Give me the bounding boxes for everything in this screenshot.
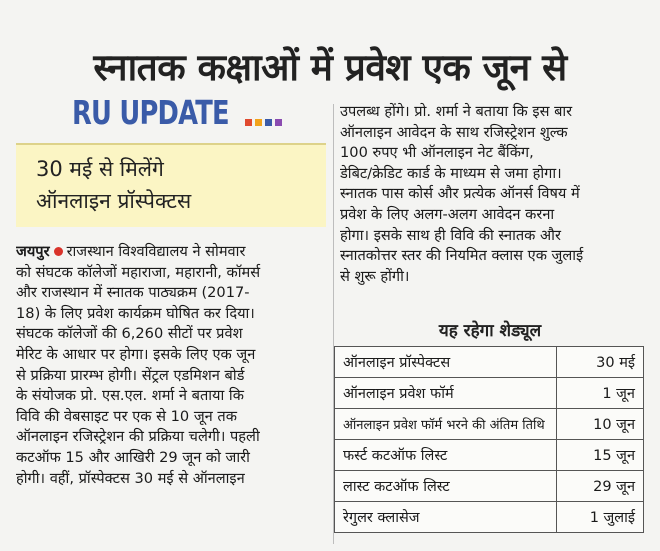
article-line: राजस्थान विश्वविद्यालय ने सोमवार bbox=[66, 243, 246, 260]
badge-dot bbox=[255, 119, 262, 126]
schedule-date: 29 जून bbox=[557, 471, 644, 502]
article-line: स्नातकोत्तर स्तर की नियमित क्लास एक जुलाई bbox=[340, 247, 584, 265]
schedule-event: ऑनलाइन प्रॉस्पेक्टस bbox=[335, 347, 557, 378]
subhead-line-1: 30 मई से मिलेंगे bbox=[36, 157, 164, 181]
article-line: कटऑफ 15 और आखिरी 29 जून को जारी bbox=[16, 448, 250, 466]
article-line: 18) के लिए प्रवेश कार्यक्रम घोषित कर दिया। bbox=[16, 304, 255, 322]
badge-dot bbox=[275, 119, 282, 126]
article-line: के संयोजक प्रो. एस.एल. शर्मा ने बताया कि bbox=[16, 387, 244, 405]
article-line: से प्रक्रिया प्रारम्भ होगी। सेंट्रल एडमिशन बोर्ड bbox=[16, 366, 245, 384]
schedule-table bbox=[334, 346, 644, 533]
table-row bbox=[335, 471, 644, 502]
article-line: उपलब्ध होंगे। प्रो. शर्मा ने बताया कि इस बार bbox=[340, 103, 573, 120]
article-line: को संघटक कॉलेजों महाराजा, महारानी, कॉमर्स bbox=[16, 263, 261, 281]
article-line: से शुरू होंगी। bbox=[340, 267, 410, 285]
table-row bbox=[335, 347, 644, 378]
article-line: होगा। इसके साथ ही विवि की स्नातक और bbox=[340, 226, 561, 244]
article-line: संघटक कॉलेजों की 6,260 सीटों पर प्रवेश bbox=[16, 325, 243, 343]
article-line: और राजस्थान में स्नातक पाठ्यक्रम (2017- bbox=[16, 284, 250, 302]
schedule-date: 15 जून bbox=[557, 440, 644, 471]
subhead-line-2: ऑनलाइन प्रॉस्पेक्टस bbox=[36, 189, 192, 213]
schedule-event: ऑनलाइन प्रवेश फॉर्म bbox=[335, 378, 557, 409]
ru-update-text: RU UPDATE bbox=[72, 93, 229, 132]
article-line: होगी। वहीं, प्रॉस्पेक्टस 30 मई से ऑनलाइन bbox=[16, 469, 245, 487]
article-line: स्नातक पास कोर्स और प्रत्येक ऑनर्स विषय में bbox=[340, 185, 580, 203]
schedule-title: यह रहेगा शेड्यूल bbox=[438, 321, 542, 341]
page-top-margin bbox=[0, 0, 660, 38]
table-row bbox=[335, 502, 644, 533]
schedule-event: रेगुलर क्लासेज bbox=[335, 502, 557, 533]
schedule-event: लास्ट कटऑफ लिस्ट bbox=[335, 471, 557, 502]
article-line: मेरिट के आधार पर होगा। इसके लिए एक जून bbox=[16, 345, 256, 363]
subhead-box bbox=[16, 143, 326, 227]
article-left-column bbox=[16, 242, 328, 489]
article-line: डेबिट/क्रेडिट कार्ड के माध्यम से जमा होगा। bbox=[340, 164, 562, 182]
schedule-event: फर्स्ट कटऑफ लिस्ट bbox=[335, 440, 557, 471]
badge-dot bbox=[245, 119, 252, 126]
article-line: 100 रुपए भी ऑनलाइन नेट बैंकिंग, bbox=[340, 144, 534, 162]
table-row bbox=[335, 440, 644, 471]
headline: स्नातक कक्षाओं में प्रवेश एक जून से bbox=[93, 46, 567, 89]
article-right-column bbox=[340, 102, 640, 287]
schedule-date: 10 जून bbox=[557, 409, 644, 440]
schedule-date: 30 मई bbox=[557, 347, 644, 378]
table-row bbox=[335, 378, 644, 409]
table-row bbox=[335, 409, 644, 440]
article-line: ऑनलाइन आवेदन के साथ रजिस्ट्रेशन शुल्क bbox=[340, 123, 568, 141]
schedule-date: 1 जून bbox=[557, 378, 644, 409]
article-first-line bbox=[16, 242, 328, 263]
article-line: ऑनलाइन रजिस्ट्रेशन की प्रक्रिया चलेगी। पहली bbox=[16, 428, 260, 446]
badge-dot bbox=[265, 119, 272, 126]
schedule-date: 1 जुलाई bbox=[557, 502, 644, 533]
schedule-event: ऑनलाइन प्रवेश फॉर्म भरने की अंतिम तिथि bbox=[335, 409, 557, 440]
article-line: प्रवेश के लिए अलग-अलग आवेदन करना bbox=[340, 205, 555, 223]
article-line: विवि की वेबसाइट पर एक से 10 जून तक bbox=[16, 407, 237, 425]
badge-dots bbox=[245, 119, 282, 126]
dateline: जयपुर bbox=[16, 243, 50, 260]
bullet-dot-icon bbox=[54, 247, 63, 256]
ru-update-badge bbox=[72, 92, 282, 132]
